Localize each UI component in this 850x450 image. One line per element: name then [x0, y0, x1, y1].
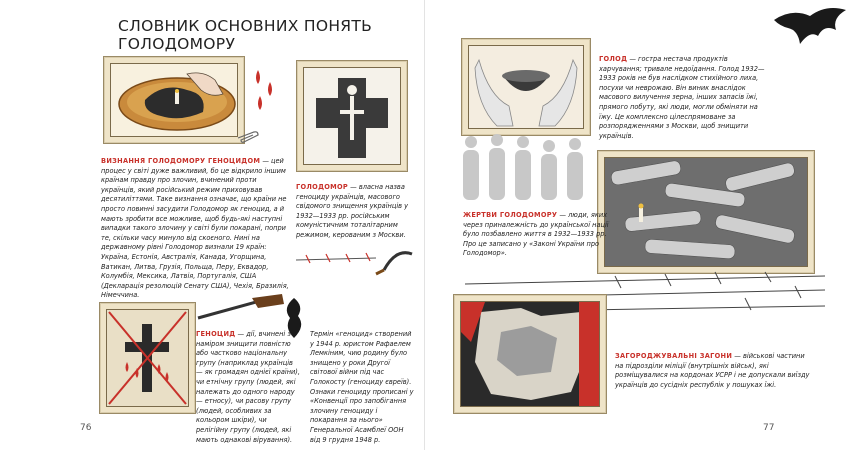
rifle-icon — [196, 292, 286, 322]
blood-drops-icon — [250, 68, 280, 118]
torn-map-icon — [461, 302, 599, 406]
bowl-hands-illustration-frame — [461, 38, 591, 136]
entry-recognition — [101, 157, 289, 301]
right-page — [425, 0, 850, 450]
map-illustration-frame — [453, 294, 607, 414]
entry-detachments-text: — військові частини на підрозділи міліції (внутрішніх військ), які розміщувалися на кордонах УСРР і не допускали виїзду українців до сусідніх республік у пошуках їжі. — [615, 352, 810, 389]
crow-icon — [770, 0, 850, 60]
genocide-illustration-frame — [99, 302, 196, 414]
entry-recognition-term: ВИЗНАННЯ ГОЛОДОМОРУ ГЕНОЦИДОМ — [101, 157, 261, 165]
entry-recognition-text: — цей процес у світі дуже важливий, бо це відкрило іншим країнам правду про злочин, вчинений проти українців, який російський режим приховував десятиліттями. Таке визнання означає, що країни не просто повинні засудити Голодомор як геноцид, а й мають зробити все можливе, щоб будь-які наступні випадки такого злочину у світі були покарані, попри те, скільки часу минуло від скоєного. Нині на державному рівні Голодомор визнали 19 країн: Україна, Естонія, Австралія, Канада, Угорщина, Ватикан, Литва, Грузія, Польща, Перу, Еквадор, Колумбія, Мексика, Латвія, Португалія, США (Декларація резолюцій Сенату США), Чехія, Бразилія, Німеччина. — [101, 157, 289, 300]
page-number-right: 77 — [763, 423, 775, 433]
crossed-cross-icon — [107, 310, 188, 406]
entry-detachments — [615, 352, 815, 390]
entry-famine-text: — гостра нестача продуктів харчування; тривале недоїдання. Голод 1932—1933 років не був наслідком стихійного лиха, посухи чи неврожаю. Він виник внаслідок масового вилучення зерна, інших запасів їжі, прямого побуту, які люди, могли обміняти на їжу. Це комплексно цілеспрямоване за розпорядженнями з Москви, щоб знищити українців. — [599, 55, 765, 140]
bread-illustration-frame — [103, 56, 245, 144]
entry-holodomor-text: — власна назва геноциду українців, масового свідомого знищення українців у 1932—1933 рр. російським комуністичним тоталітарним режимом, керованим з Москви. — [296, 183, 409, 239]
entry-detachments-term: ЗАГОРОДЖУВАЛЬНІ ЗАГОНИ — [615, 352, 733, 360]
hands-bowl-icon — [469, 46, 583, 128]
barbed-wire-sickle-icon — [296, 246, 416, 276]
victims-bodies-icon — [605, 158, 807, 266]
page-title: СЛОВНИК ОСНОВНИХ ПОНЯТЬ ГОЛОДОМОРУ — [118, 17, 373, 53]
victims-illustration-frame — [597, 150, 815, 274]
memorial-illustration-frame — [296, 60, 408, 172]
entry-victims — [463, 211, 613, 259]
entry-victims-text: — люди, яких через приналежність до української нації було позбавлено життя в 1932—1933 рр. Про це записано у «Законі України про Голодомор». — [463, 211, 609, 258]
paperclip-icon — [236, 128, 260, 148]
entry-victims-term: ЖЕРТВИ ГОЛОДОМОРУ — [463, 211, 558, 219]
entry-genocide-text: — дії, вчинені з наміром знищити повністю або частково національну групу (наприклад українців — як громадян однієї країни), чи етнічну групу (людей, які належать до одного народу — етносу), чи расову групу (людей, особливих за кольором шкіри), чи релігійну групу (людей, які мають однакові вірування). Термін «геноцид» створений у 1944 р. юристом Рафаелем Лемкіним, чию родину було знищено у роки Другої світової війни під час Голокосту (геноциду євреїв). Ознаки геноциду прописані у «Конвенції про запобігання злочину геноциду і покарання за нього» Генеральної Асамблеї ООН від 9 грудня 1948 р. — [196, 330, 414, 444]
page-number-left: 76 — [80, 423, 92, 433]
entry-genocide — [196, 330, 414, 445]
entry-holodomor-term: ГОЛОДОМОР — [296, 183, 349, 191]
entry-genocide-term: ГЕНОЦИД — [196, 330, 236, 338]
entry-famine-term: ГОЛОД — [599, 55, 628, 63]
memorial-cross-icon — [304, 68, 400, 164]
bread-hand-icon — [111, 64, 237, 136]
ghost-figures-icon — [459, 132, 589, 204]
entry-holodomor — [296, 183, 412, 241]
entry-famine — [599, 55, 771, 141]
